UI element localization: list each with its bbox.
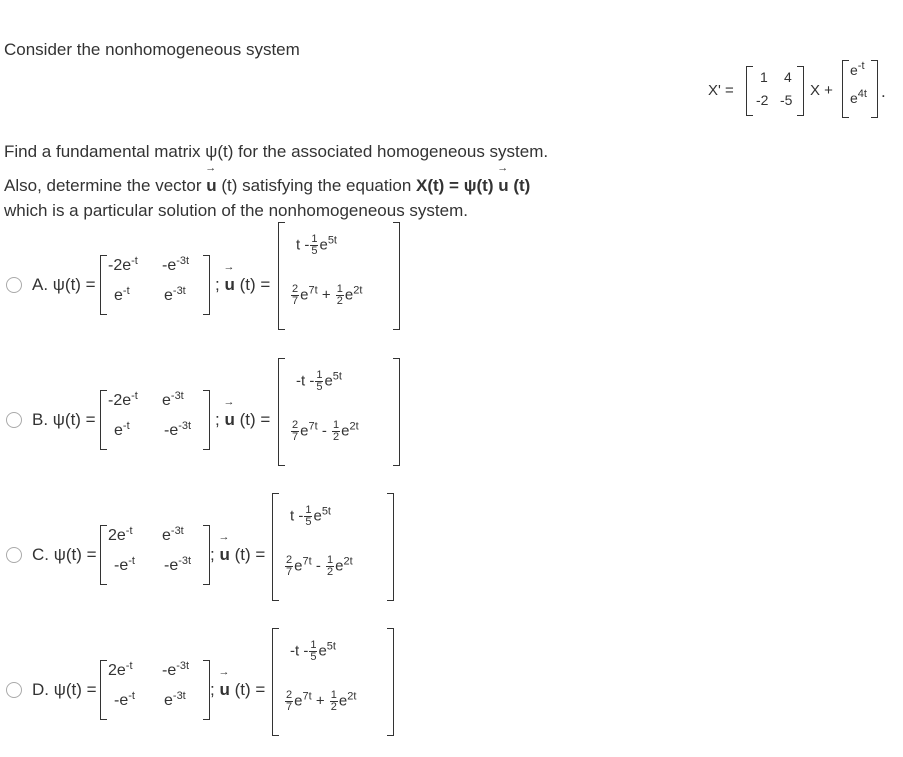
system-x-plus: X + [810,82,833,99]
radio-button[interactable] [6,277,22,293]
option-label: B. ψ(t) = [32,410,96,429]
psi-cell: $-2e^{-t}$ [108,255,138,274]
fraction: $\frac{2}{7}$ [292,283,299,307]
fraction: $\frac{1}{2}$ [333,419,340,443]
u-vector [278,222,400,330]
question-line-1: Find a fundamental matrix ψ(t) for the associated homogeneous system. [4,142,549,161]
psi-cell: $-e^{-3t}$ [164,420,192,439]
fraction: $\frac{2}{7}$ [286,689,293,713]
fraction: $\frac{2}{7}$ [286,554,293,578]
intro-text: Consider the nonhomogeneous system [4,40,300,59]
option-label: D. ψ(t) = [32,680,97,699]
matrix-a-cell: 1 [760,69,768,85]
question-line-3: which is a particular solution of the nonhomogeneous system. [4,201,468,220]
radio-button[interactable] [6,547,22,563]
u-vector-entry-1: -t - $\frac{1}{5}$ $e^{5t}$ [290,639,336,663]
vector-f-cell: $e^{4t}$ [850,88,867,106]
psi-cell: $e^{-3t}$ [164,285,186,304]
u-label: ; → u (t) = [210,545,265,565]
u-vector-entry-1: t - $\frac{1}{5}$ $e^{5t}$ [296,233,337,257]
psi-matrix [100,255,210,315]
u-label: ; → u (t) = [215,275,270,295]
psi-cell: $e^{-t}$ [114,420,130,439]
fraction: $\frac{1}{5}$ [316,369,323,393]
radio-button[interactable] [6,412,22,428]
system-lhs: X' = [708,82,734,99]
u-vector-entry-2: $\frac{2}{7}$ $e^{7t}$ - $\frac{1}{2}$ $e^{2t}$ [292,419,359,443]
matrix-a-cell: -5 [780,92,793,108]
psi-cell: $e^{-3t}$ [162,525,184,544]
question-line-2: Also, determine the vector → u (t) satisfying the equation X(t) = ψ(t) → u (t) [4,176,530,196]
psi-matrix [100,660,210,720]
psi-cell: $-e^{-3t}$ [162,255,190,274]
fraction: $\frac{1}{5}$ [310,639,317,663]
u-vector-entry-2: $\frac{2}{7}$ $e^{7t}$ + $\frac{1}{2}$ $e^{2t}$ [292,283,363,307]
fraction: $\frac{2}{7}$ [292,419,299,443]
fraction: $\frac{1}{5}$ [311,233,318,257]
u-label: ; → u (t) = [215,410,270,430]
u-vector [272,493,394,601]
psi-cell: $e^{-3t}$ [162,390,184,409]
radio-button[interactable] [6,682,22,698]
matrix-a [746,66,804,116]
fraction: $\frac{1}{5}$ [305,504,312,528]
system-period: . [881,82,886,101]
psi-cell: $2e^{-t}$ [108,660,133,679]
psi-cell: $2e^{-t}$ [108,525,133,544]
u-vector [278,358,400,466]
fraction: $\frac{1}{2}$ [327,554,334,578]
psi-cell: $e^{-t}$ [114,285,130,304]
psi-cell: $-e^{-t}$ [114,690,135,709]
u-vector-entry-2: $\frac{2}{7}$ $e^{7t}$ - $\frac{1}{2}$ $e^{2t}$ [286,554,353,578]
vector-f-cell: $e^{-t}$ [850,60,865,78]
psi-cell: $-e^{-t}$ [114,555,135,574]
u-label: ; → u (t) = [210,680,265,700]
psi-cell: $-e^{-3t}$ [164,555,192,574]
vector-f [842,60,878,118]
option-label: C. ψ(t) = [32,545,97,564]
fraction: $\frac{1}{2}$ [330,689,337,713]
psi-cell: $-e^{-3t}$ [162,660,190,679]
psi-cell: $e^{-3t}$ [164,690,186,709]
psi-matrix [100,390,210,450]
u-vector-entry-1: -t - $\frac{1}{5}$ $e^{5t}$ [296,369,342,393]
u-vector-entry-1: t - $\frac{1}{5}$ $e^{5t}$ [290,504,331,528]
u-vector-entry-2: $\frac{2}{7}$ $e^{7t}$ + $\frac{1}{2}$ $e^{2t}$ [286,689,357,713]
fraction: $\frac{1}{2}$ [336,283,343,307]
psi-matrix [100,525,210,585]
matrix-a-cell: 4 [784,69,792,85]
matrix-a-cell: -2 [756,92,769,108]
option-label: A. ψ(t) = [32,275,96,294]
u-vector [272,628,394,736]
psi-cell: $-2e^{-t}$ [108,390,138,409]
